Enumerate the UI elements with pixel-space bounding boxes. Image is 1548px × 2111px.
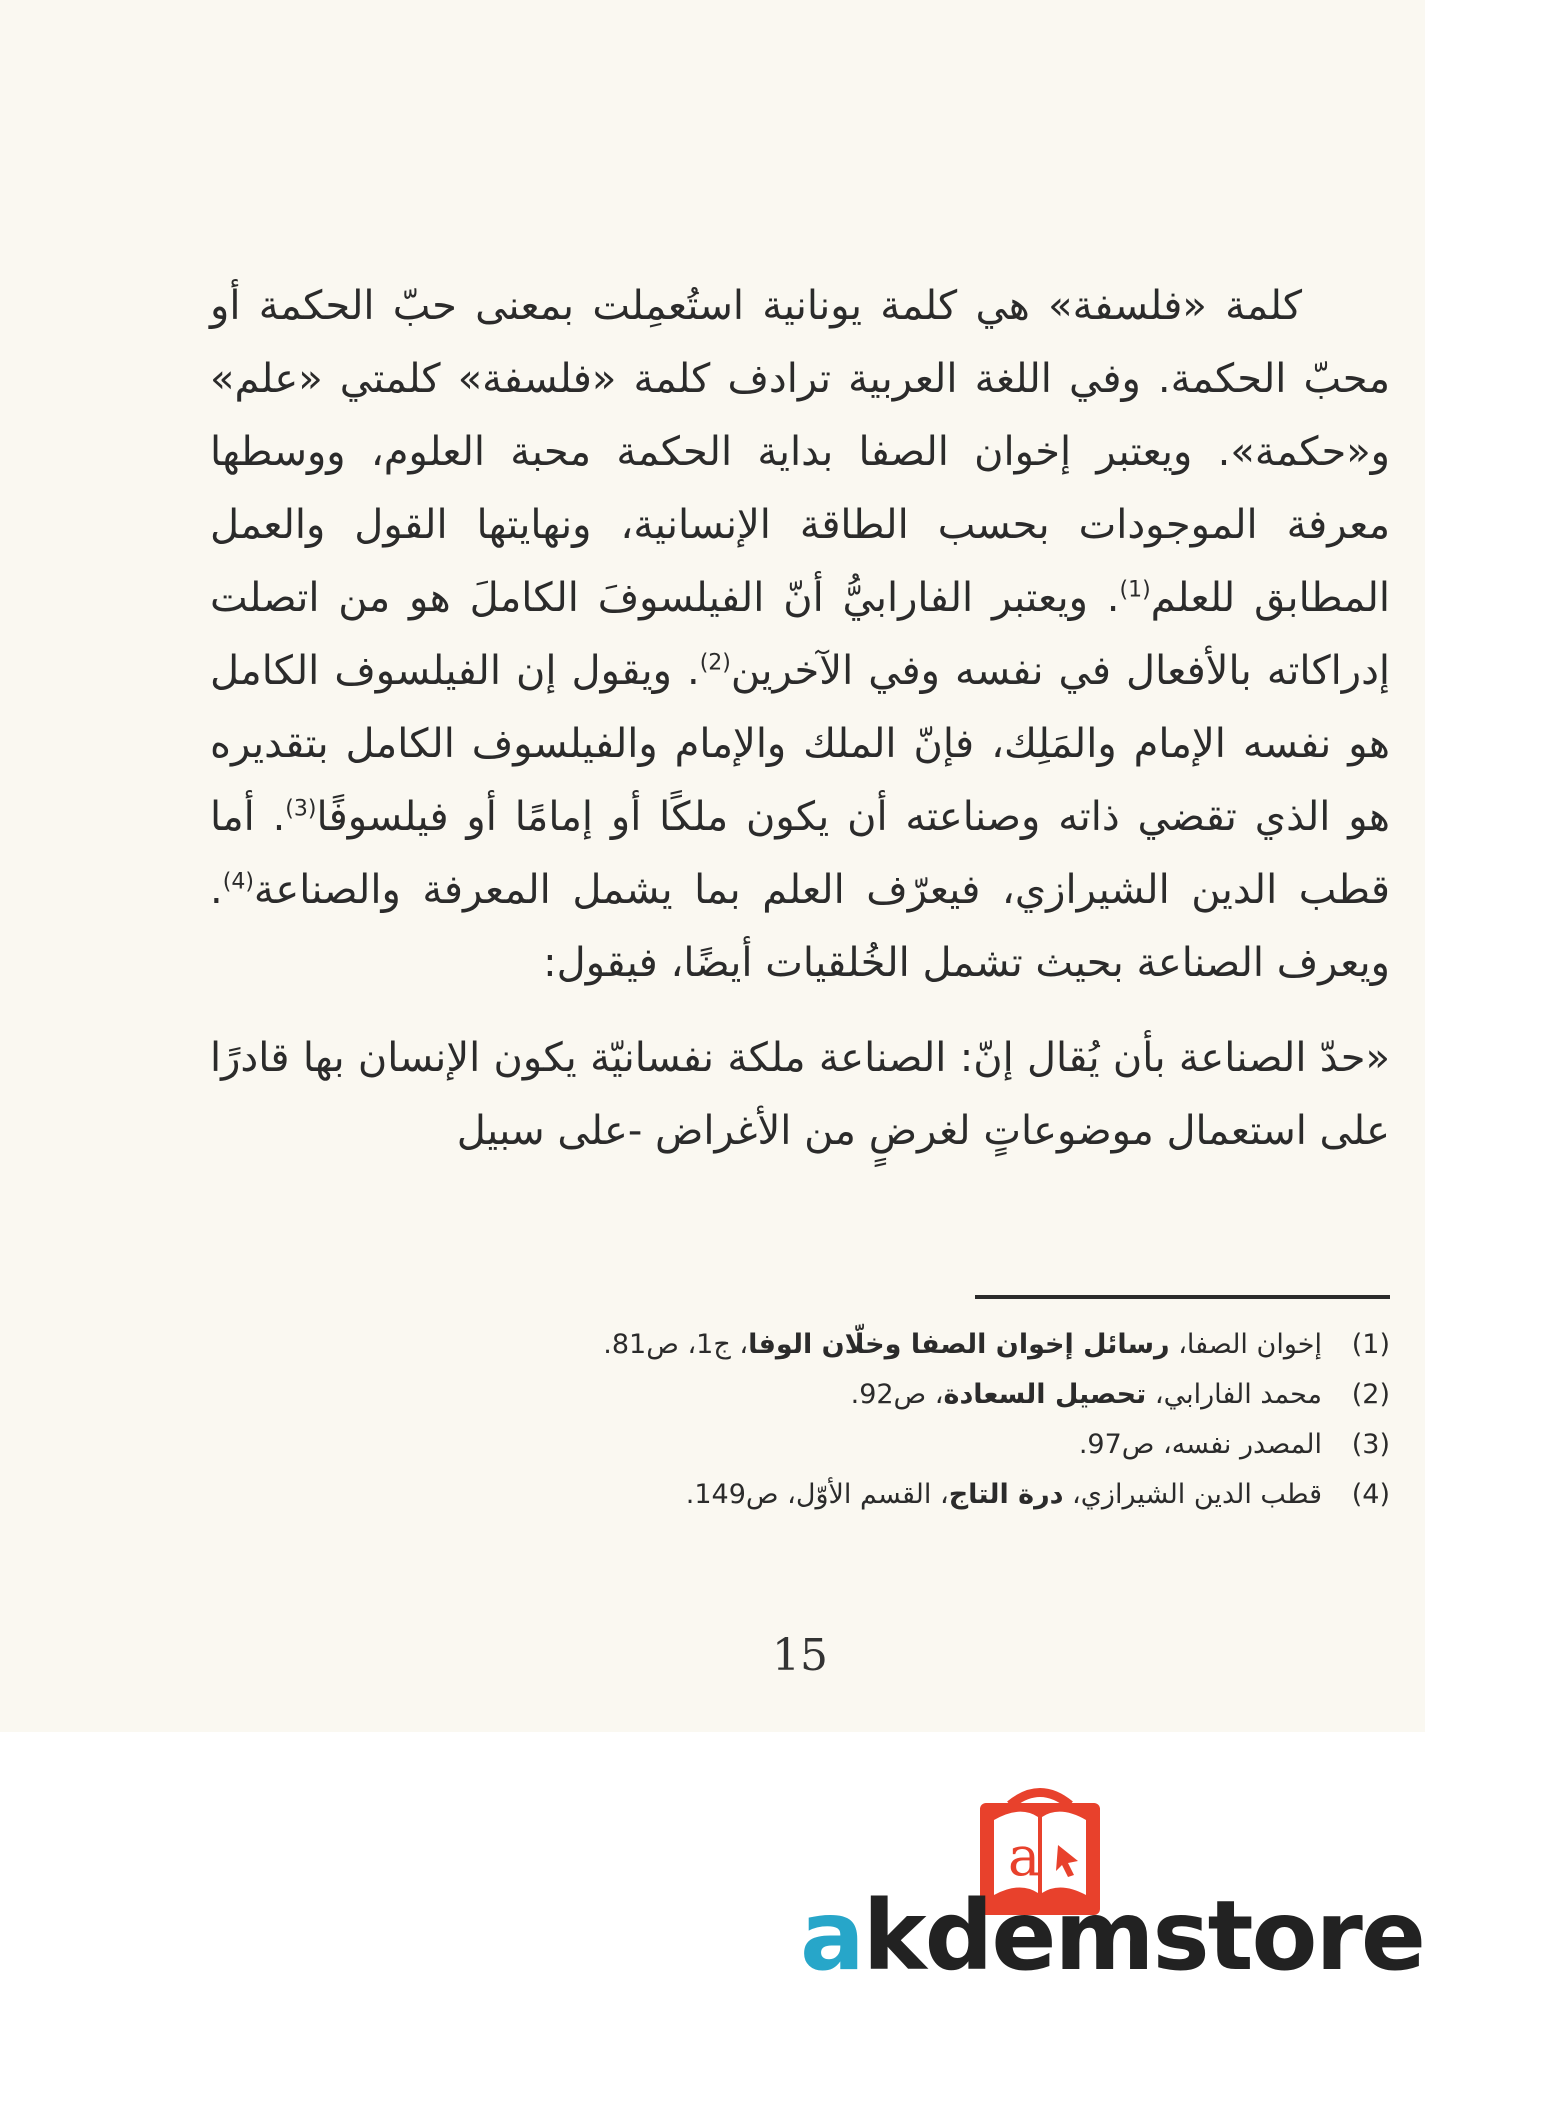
footnote-item [210, 1420, 1390, 1470]
footnote-text [603, 1320, 1322, 1370]
paragraph-text: . ويقول إن الفيلسوف الكامل هو نفسه الإمام والمَلِك، فإنّ الملك والإمام والفيلسوف الكامل بتقديره هو الذي تقضي ذاته وصناعته أن يكون ملكًا أو إمامًا أو فيلسوفًا [210, 648, 1391, 840]
wordmark-accent: a [800, 1880, 863, 1992]
quote-paragraph: «حدّ الصناعة بأن يُقال إنّ: الصناعة ملكة نفسانيّة يكون الإنسان بها قادرًا على استعمال موضوعاتٍ لغرضٍ من الأغراض -على سبيل [210, 1035, 1390, 1154]
footnote-ref-2: (2) [699, 650, 731, 676]
footnote-author: محمد الفارابي، [1146, 1379, 1322, 1410]
footnote-ref-3: (3) [285, 796, 317, 822]
store-wordmark [800, 1880, 1424, 1992]
logo-letter: a [1008, 1825, 1041, 1888]
paragraph-main [210, 270, 1390, 1000]
wordmark-text: kdemstore [862, 1880, 1424, 1992]
paragraph-text: . ويعتبر الفارابيُّ أنّ الفيلسوفَ الكاملَ هو من اتصلت إدراكاته بالأفعال في نفسه وفي الآخرين [210, 575, 1391, 694]
footnote-divider [975, 1295, 1390, 1299]
paragraph-text: . ويعرف الصناعة بحيث تشمل الخُلقيات أيضًا، فيقول: [210, 867, 1390, 986]
footnote-number: (3) [1351, 1429, 1390, 1460]
body-text [210, 270, 1390, 1168]
paragraph-text: كلمة «فلسفة» هي كلمة يونانية استُعمِلت بمعنى حبّ الحكمة أو محبّ الحكمة. وفي اللغة العربية ترادف كلمة «فلسفة» كلمتي «علم» و«حكمة». ويعتبر إخوان الصفا بداية الحكمة محبة العلوم، ووسطها معرفة الموجودات بحسب الطاقة الإنسانية، ونهايتها القول والعمل المطابق للعلم [210, 283, 1390, 621]
footnote-text [851, 1370, 1322, 1420]
footnote-title: تحصيل السعادة [943, 1379, 1147, 1410]
footnote-author: المصدر نفسه، ص97. [1078, 1429, 1322, 1460]
footnote-ref-4: (4) [222, 869, 254, 895]
footnote-number: (2) [1351, 1379, 1390, 1410]
footnotes [210, 1320, 1390, 1520]
footnote-location: ، ص92. [850, 1379, 944, 1410]
page-number: 15 [772, 1630, 828, 1681]
footnote-location: ، القسم الأوّل، ص149. [685, 1479, 949, 1510]
footnote-title: رسائل إخوان الصفا وخلّان الوفا [748, 1329, 1170, 1360]
footnote-location: ، ج1، ص81. [603, 1329, 749, 1360]
footnote-number: (1) [1351, 1329, 1390, 1360]
footnote-item [210, 1370, 1390, 1420]
footnote-author: قطب الدين الشيرازي، [1063, 1479, 1322, 1510]
footnote-text [1079, 1420, 1322, 1470]
footnote-ref-1: (1) [1119, 577, 1151, 603]
footnote-text [686, 1470, 1322, 1520]
footnote-title: درة التاج [948, 1479, 1064, 1510]
footnote-item [210, 1470, 1390, 1520]
paragraph-text: . أما قطب الدين الشيرازي، فيعرّف العلم بما يشمل المعرفة والصناعة [210, 794, 1390, 913]
footnote-item [210, 1320, 1390, 1370]
footnote-number: (4) [1351, 1479, 1390, 1510]
footnote-author: إخوان الصفا، [1169, 1329, 1322, 1360]
